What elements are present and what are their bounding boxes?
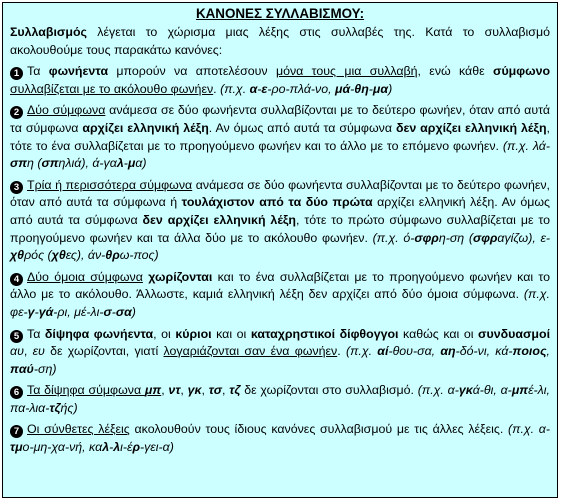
text-run: (π.χ. φε-	[10, 287, 550, 319]
rule-text	[10, 178, 550, 262]
text-run: -	[350, 81, 355, 96]
rule-text	[10, 422, 550, 454]
text-run: )	[388, 81, 393, 96]
text-run: σπ	[41, 156, 59, 171]
text-run: Τα δίψηφα σύμφωνα	[27, 383, 145, 398]
text-run: -θου-σα,	[388, 344, 441, 359]
text-run: λέγεται το χώρισμα μιας λέξης στις συλλαβές της. Κατά το συλλαβισμό ακολουθούμε τους παρακάτω κανόνες:	[10, 25, 550, 57]
text-run: Συλλαβισμός	[10, 25, 87, 39]
text-run: Δύο σύμφωνα	[27, 103, 106, 118]
text-run: Τα	[27, 64, 49, 79]
text-run: ής)	[60, 400, 78, 415]
text-run: γ	[27, 304, 35, 319]
text-run: ,	[161, 383, 169, 398]
text-run: τμ	[10, 440, 23, 455]
text-run: (π.χ. α-	[417, 383, 459, 398]
text-run: δεν αρχίζει ελληνική λέξη	[395, 120, 547, 135]
text-run: Δύο όμοια σύμφωνα	[27, 269, 143, 284]
text-run: αρχίζει ελληνική λέξη	[82, 120, 209, 135]
rule-2	[10, 102, 550, 172]
text-run: ες), άν-	[65, 248, 106, 263]
rule-number-badge: 5	[10, 330, 23, 343]
rule-number-badge: 2	[10, 106, 23, 119]
text-run: και το ένα συλλαβίζεται με το προηγούμενο φωνήεν και το άλλο με το ακόλουθο. Άλλωστε, καμιά ελληνική λέξη δεν αρχίζει από δύο όμοια σύμφωνα.	[10, 269, 550, 302]
text-run: -	[257, 81, 262, 96]
text-run: έ-λι, πα-λια-	[10, 383, 550, 415]
text-run: συνδυασμοί	[478, 326, 551, 341]
text-run: ά-θι, α-	[472, 383, 512, 398]
text-run: καθώς και οι	[398, 326, 479, 341]
text-run: σ	[103, 304, 112, 319]
text-run: δε χωρίζονται στο συλλαβισμό.	[240, 383, 418, 398]
text-run: -	[111, 304, 116, 319]
text-run: λ	[102, 440, 110, 455]
text-run: , οι	[153, 326, 176, 341]
text-run: λ	[113, 440, 121, 455]
text-run: -ση)	[33, 361, 57, 376]
text-run: -	[34, 304, 39, 319]
text-run: .	[337, 344, 346, 359]
text-run: , ενώ κάθε	[417, 64, 493, 79]
text-run: ρός (	[24, 248, 52, 263]
text-run: η (	[27, 156, 42, 171]
text-run: η-ση (	[438, 230, 473, 245]
text-run: φωνήεντα	[48, 64, 109, 79]
text-run: μα	[372, 81, 389, 96]
text-run: .	[213, 81, 221, 96]
text-run: -δό-νι, κά-	[455, 344, 513, 359]
rule-number-badge: 7	[10, 425, 23, 438]
text-run: αυ	[10, 344, 24, 359]
text-run: χθ	[10, 248, 25, 263]
text-run: μπ	[511, 383, 529, 398]
text-run: σύμφωνο	[492, 64, 551, 79]
rule-3	[10, 177, 550, 265]
text-run: (π.χ.	[220, 81, 250, 96]
text-run: ποιος	[512, 344, 547, 359]
text-run: (π.χ. α-	[508, 422, 550, 437]
text-run: ακολουθούν τους ίδιους κανόνες συλλαβισμού με τις άλλες λέξεις.	[129, 422, 509, 437]
text-run: τζ	[49, 400, 61, 415]
text-run: συλλαβίζεται με το ακόλουθο φωνήεν	[10, 81, 214, 96]
text-run: σφρ	[472, 230, 498, 245]
text-run: μόνα τους μια συλλαβή	[275, 64, 418, 79]
text-run: γκ	[187, 383, 202, 398]
rule-5	[10, 326, 550, 379]
rule-7	[10, 421, 550, 456]
text-run: λ	[116, 156, 124, 171]
rule-6	[10, 382, 550, 417]
text-run: αρχίζει ελληνική λέξη. Αν όμως από αυτά τα σύμφωνα	[10, 195, 550, 227]
text-run: ,	[23, 344, 33, 359]
text-run: ρ	[132, 440, 140, 455]
text-run: δίψηφα φωνήεντα	[44, 326, 154, 341]
rule-number-badge: 1	[10, 67, 23, 80]
page-title: ΚΑΝΟΝΕΣ ΣΥΛΛΑΒΙΣΜΟΥ:	[195, 6, 365, 21]
text-run: ,	[546, 344, 550, 359]
text-run: θη	[354, 81, 369, 96]
text-run: μπ	[144, 383, 162, 398]
text-run: , τότε το ένα συλλαβίζεται με το προηγούμενο φωνήεν και το άλλο με το επόμενο φωνήεν.	[10, 120, 550, 153]
text-run: σφρ	[414, 230, 439, 245]
text-run: τζ	[229, 383, 241, 398]
text-run: ,	[222, 383, 230, 398]
rule-text	[10, 103, 550, 170]
rule-text	[10, 383, 550, 415]
text-run: Τα	[27, 326, 45, 341]
text-run: α)	[135, 156, 147, 171]
text-run: τουλάχιστον από τα δύο πρώτα	[181, 195, 373, 210]
rule-text	[10, 64, 550, 96]
text-run: κύριοι	[175, 326, 212, 341]
text-run: γκ	[458, 383, 473, 398]
text-run: καταχρηστικοί δίφθογγοι	[250, 326, 399, 341]
text-run: σα	[115, 304, 132, 319]
text-run: τσ	[208, 383, 223, 398]
text-run: ευ	[32, 344, 45, 359]
text-run: ντ	[168, 383, 181, 398]
text-run: λογαριάζονται σαν ένα φωνήεν	[163, 344, 338, 359]
text-run: αί	[377, 344, 389, 359]
text-run: δεν αρχίζει ελληνική λέξη	[142, 212, 297, 227]
rule-text	[10, 270, 550, 319]
text-run: ανάμεσα σε δύο φωνήεντα συλλαβίζονται με το δεύτερο φωνήεν, όταν από αυτά τα σύμφωνα	[10, 103, 550, 135]
text-run: ,	[201, 383, 209, 398]
rule-number-badge: 6	[10, 386, 23, 399]
text-run: ανάμεσα σε δύο φωνήεντα συλλαβίζονται με το δεύτερο φωνήεν, όταν από αυτά τα σύμφωνα ή	[10, 177, 551, 210]
text-run: γά	[38, 304, 54, 319]
text-run: -ρι, μέ-λι-	[53, 304, 104, 319]
text-run: (π.χ. λά-	[502, 138, 551, 153]
rule-number-badge: 4	[10, 273, 23, 286]
text-run: ηλιά), ά-γα	[58, 156, 117, 171]
text-run: μά	[335, 81, 351, 96]
text-run: α	[249, 81, 258, 96]
text-run: ι-έ	[120, 440, 133, 455]
intro-paragraph	[10, 24, 550, 59]
text-run: (π.χ.	[345, 344, 378, 359]
text-run: . Αν όμως από αυτά τα σύμφωνα	[208, 120, 396, 135]
rule-4	[10, 269, 550, 322]
rule-number-badge: 3	[10, 181, 23, 194]
text-run: μ	[127, 156, 136, 171]
text-run: Οι σύνθετες λέξεις	[27, 422, 130, 437]
text-run: χωρίζονται	[148, 269, 213, 284]
text-run: , τότε το πρώτο σύμφωνο συλλαβίζεται με το προηγούμενο φωνήεν και τα άλλα δύο με το ακόλουθο φωνήεν.	[10, 212, 550, 245]
rule-text	[10, 327, 550, 376]
text-run: Τρία ή περισσότερα σύμφωνα	[27, 177, 193, 192]
text-run: )	[131, 304, 136, 319]
rule-1	[10, 63, 550, 98]
text-run: ε	[261, 81, 268, 96]
text-run: ο-μη-χα-νή, κα	[22, 440, 103, 455]
text-run: χθ	[51, 248, 66, 263]
text-run: θρ	[105, 248, 120, 263]
text-run: ω-πος)	[119, 248, 159, 263]
text-run: -	[109, 440, 114, 455]
text-run: αη	[440, 344, 456, 359]
text-run: (π.χ. ό-	[372, 230, 415, 245]
text-run: -γει-α)	[139, 440, 174, 455]
text-run: -	[123, 156, 128, 171]
rules-sheet	[2, 2, 558, 498]
text-run: και οι	[211, 326, 251, 341]
text-run: -ρο-πλά-νο,	[267, 81, 335, 96]
text-run: σπ	[10, 156, 28, 171]
text-run: ,	[180, 383, 188, 398]
text-run: δε χωρίζονται, γιατί	[44, 344, 164, 359]
text-run: μπορούν να αποτελέσουν	[108, 64, 276, 79]
text-run: -	[368, 81, 373, 96]
text-run: αγίζω), ε-	[497, 230, 551, 245]
text-run: παύ	[10, 361, 34, 376]
